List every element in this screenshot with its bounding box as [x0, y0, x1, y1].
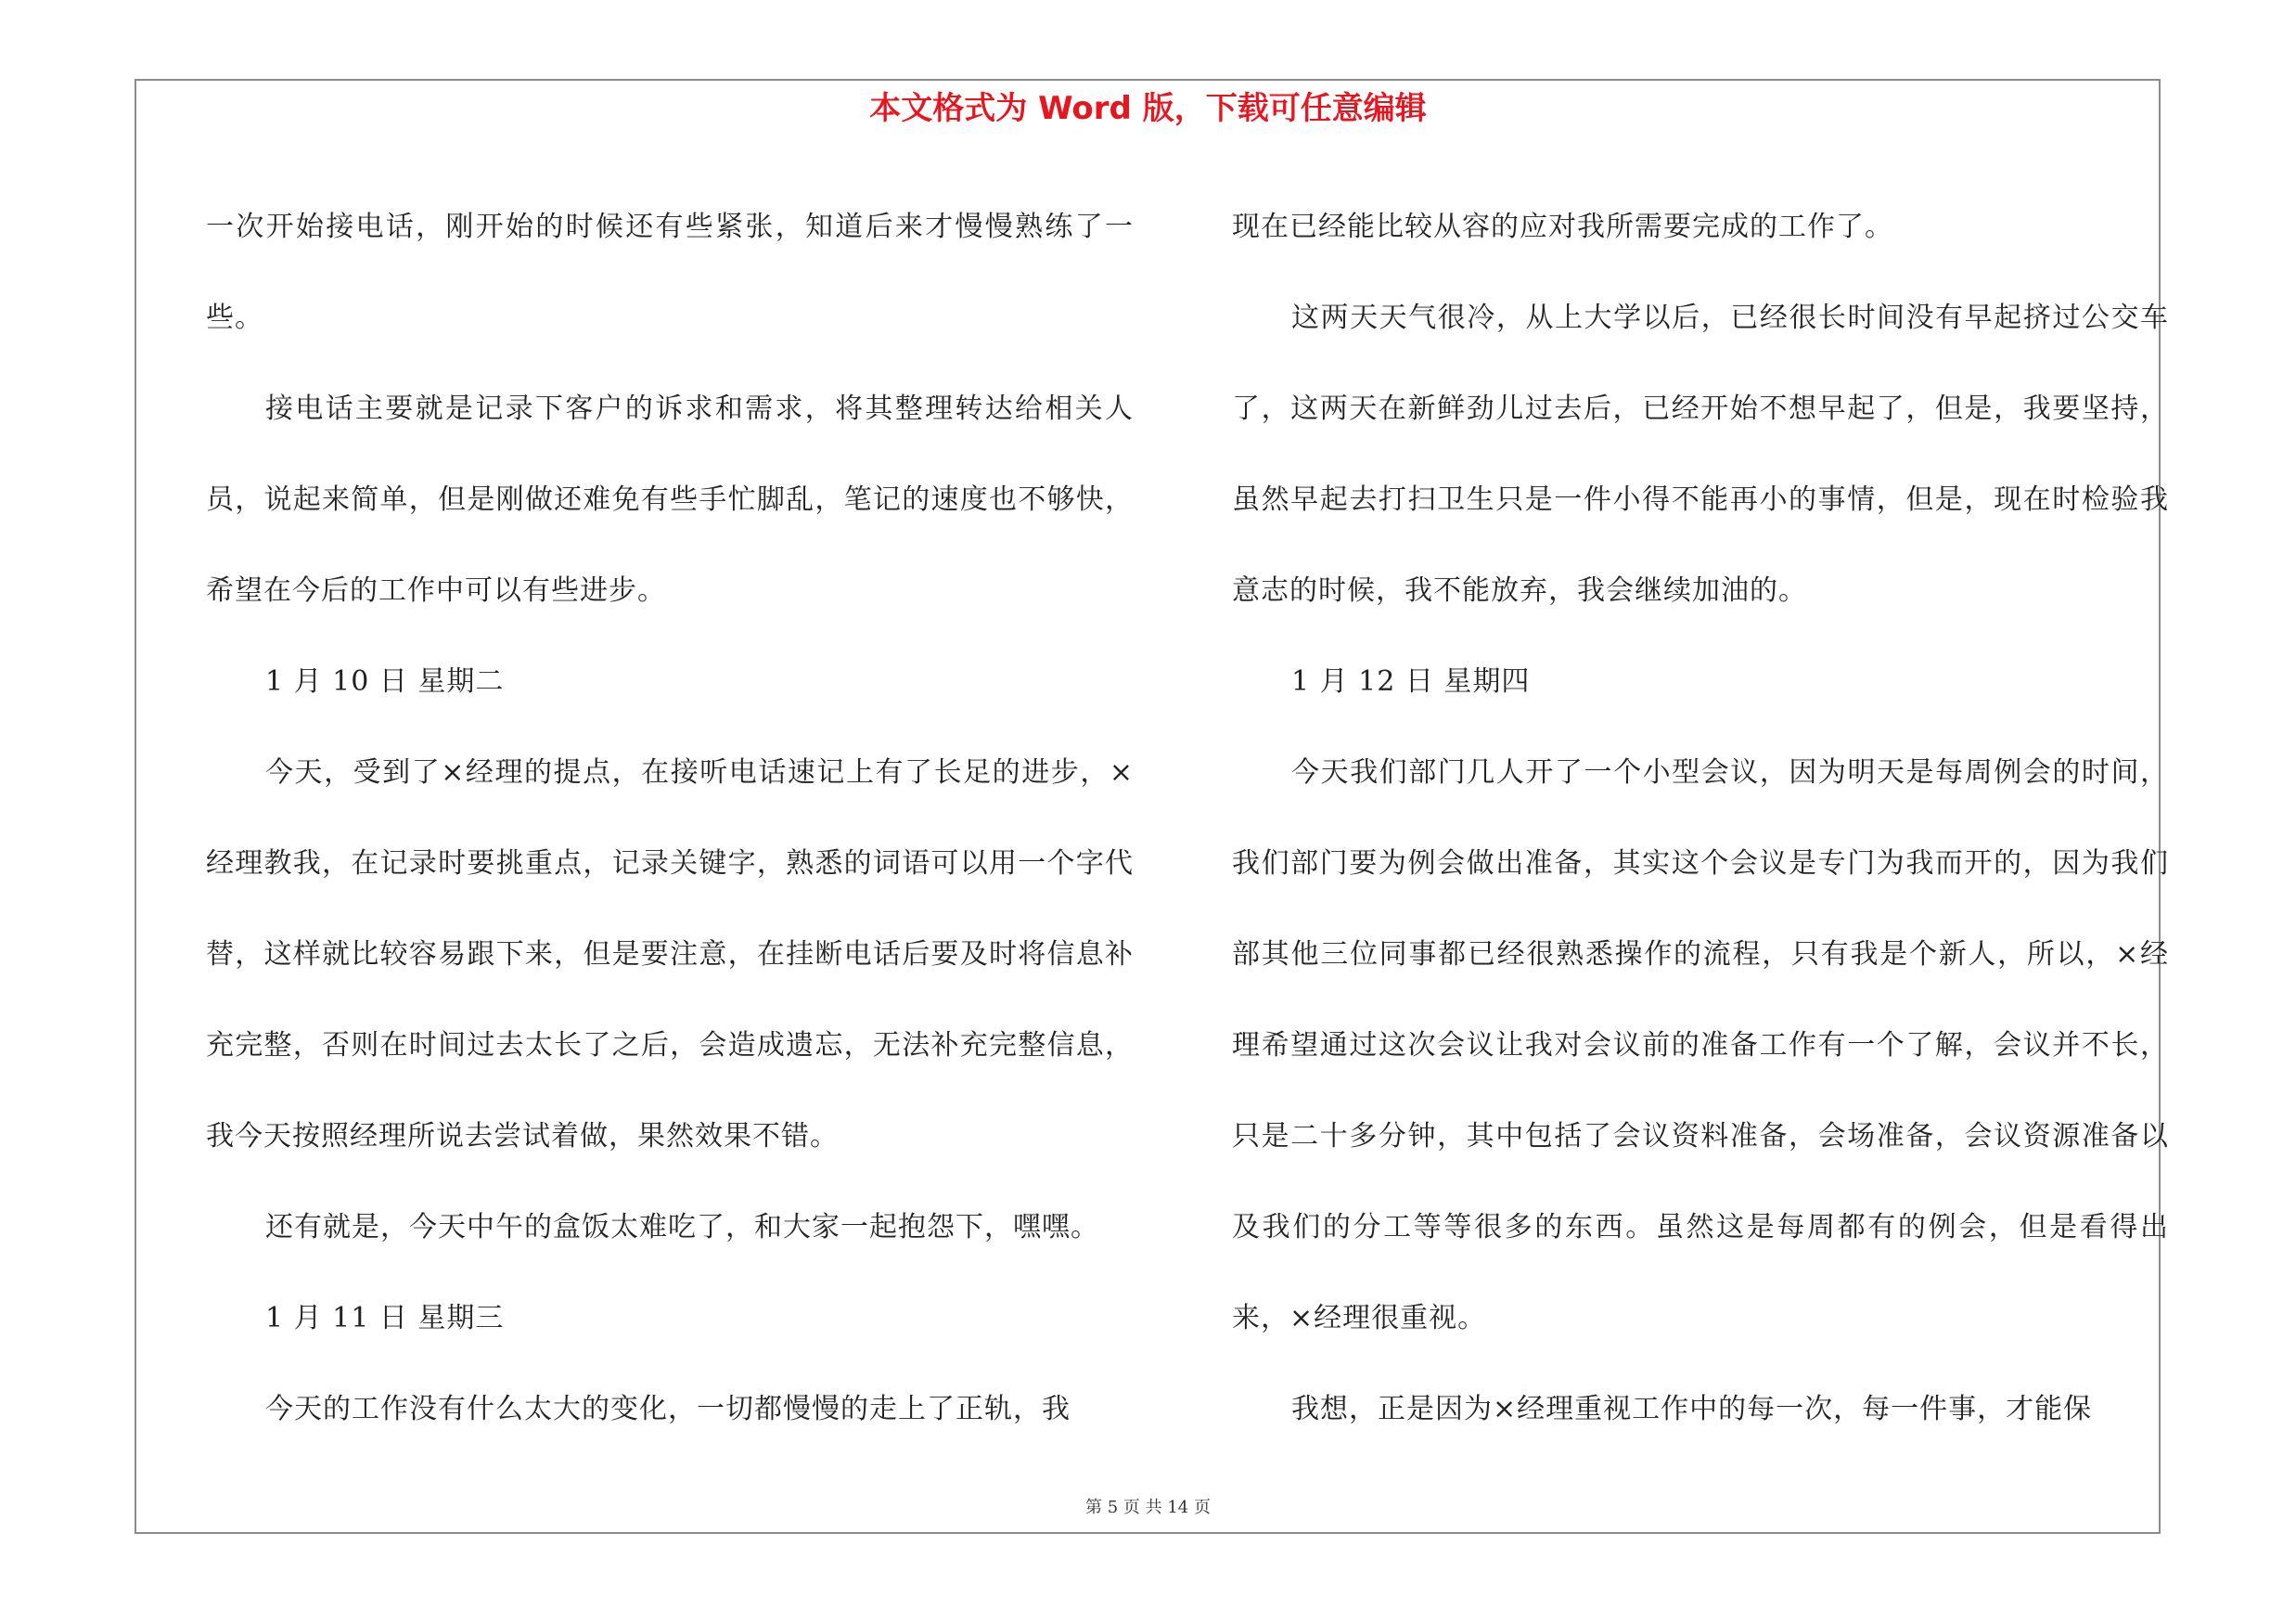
paragraph: 我想，正是因为×经理重视工作中的每一次，每一件事，才能保 — [1291, 1393, 2093, 1425]
right-column — [1232, 182, 2169, 1455]
date-heading: 1 月 12 日 星期四 — [1291, 665, 1531, 698]
paragraph: 一次开始接电话，刚开始的时候还有些紧张，知道后来才慢慢熟练了一些。 — [206, 211, 1134, 334]
paragraph: 今天，受到了×经理的提点，在接听电话速记上有了长足的进步，×经理教我，在记录时要挑重点，记录关键字，熟悉的词语可以用一个字代替，这样就比较容易跟下来，但是要注意，在挂断电话后要及时将信息补充完整，否则在时间过去太长了之后，会造成遗忘，无法补充完整信息，我今天按照经理所说去尝试着做，果然效果不错。 — [206, 756, 1134, 1153]
date-heading: 1 月 11 日 星期三 — [265, 1302, 505, 1334]
paragraph: 今天我们部门几人开了一个小型会议，因为明天是每周例会的时间，我们部门要为例会做出准备，其实这个会议是专门为我而开的，因为我们部其他三位同事都已经很熟悉操作的流程，只有我是个新人，所以，×经理希望通过这次会议让我对会议前的准备工作有一个了解，会议并不长，只是二十多分钟，其中包括了会议资料准备，会场准备，会议资源准备以及我们的分工等等很多的东西。虽然这是每周都有的例会，但是看得出来，×经理很重视。 — [1232, 756, 2169, 1334]
page-number-footer: 第 5 页 共 14 页 — [1085, 1498, 1211, 1517]
left-column — [206, 182, 1134, 1455]
date-heading: 1 月 10 日 星期二 — [265, 665, 505, 698]
format-banner: 本文格式为 Word 版，下载可任意编辑 — [869, 90, 1427, 127]
paragraph: 现在已经能比较从容的应对我所需要完成的工作了。 — [1232, 211, 1893, 243]
paragraph: 接电话主要就是记录下客户的诉求和需求，将其整理转达给相关人员，说起来简单，但是刚做还难免有些手忙脚乱，笔记的速度也不够快，希望在今后的工作中可以有些进步。 — [206, 393, 1134, 607]
paragraph: 这两天天气很冷，从上大学以后，已经很长时间没有早起挤过公交车了，这两天在新鲜劲儿过去后，已经开始不想早起了，但是，我要坚持，虽然早起去打扫卫生只是一件小得不能再小的事情，但是，现在时检验我意志的时候，我不能放弃，我会继续加油的。 — [1232, 302, 2169, 607]
paragraph: 今天的工作没有什么太大的变化，一切都慢慢的走上了正轨，我 — [265, 1393, 1071, 1425]
paragraph: 还有就是，今天中午的盒饭太难吃了，和大家一起抱怨下，嘿嘿。 — [265, 1211, 1099, 1243]
